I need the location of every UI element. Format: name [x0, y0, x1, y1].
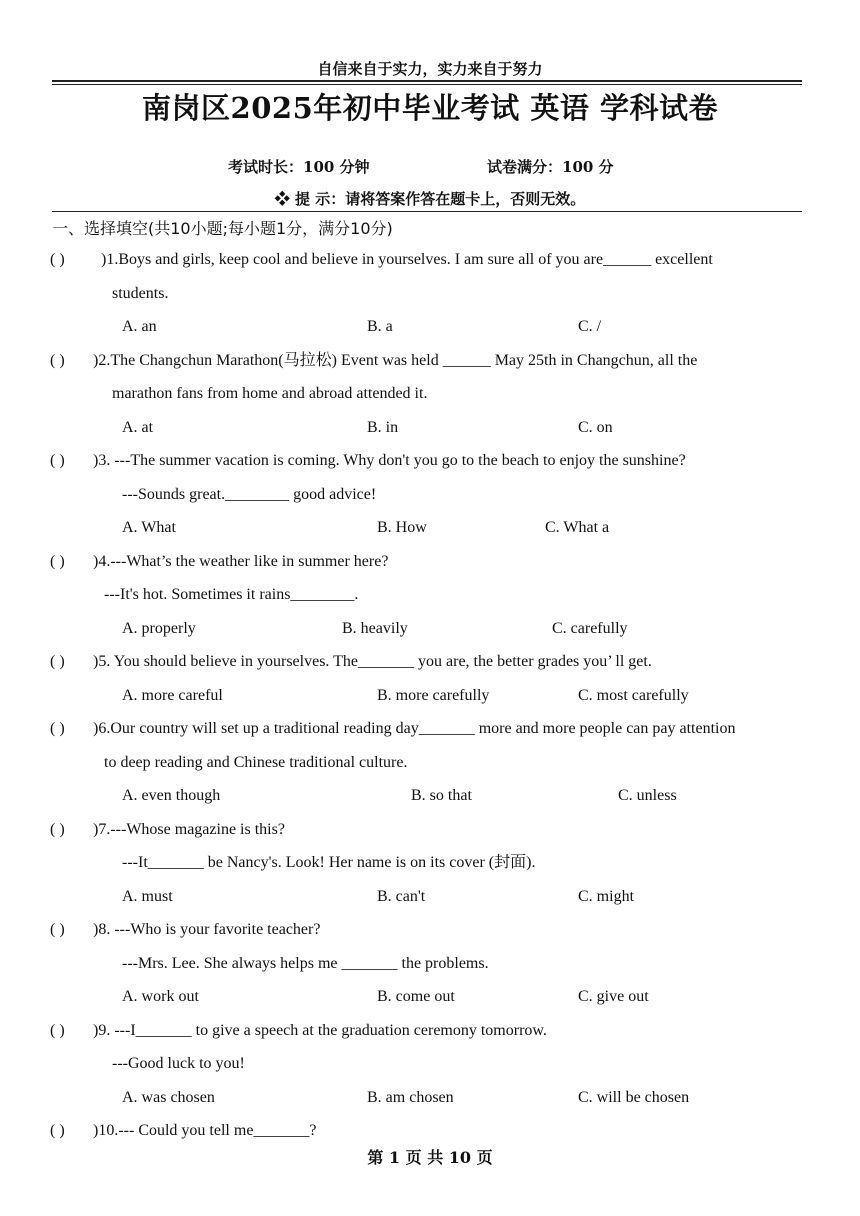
question-continuation: students.: [112, 285, 169, 302]
question-continuation: to deep reading and Chinese traditional culture.: [104, 754, 408, 771]
option-c: C. /: [578, 318, 602, 335]
question-stem: )9. ---I_______ to give a speech at the graduation ceremony tomorrow.: [93, 1022, 547, 1039]
option-a: A. What: [122, 519, 176, 536]
option-a: A. must: [122, 888, 173, 905]
question-continuation: marathon fans from home and abroad attended it.: [112, 385, 428, 402]
question-stem: )7.---Whose magazine is this?: [93, 821, 285, 838]
question-continuation: ---Mrs. Lee. She always helps me _______ the problems.: [122, 955, 489, 972]
answer-paren: ( ): [50, 452, 65, 469]
option-a: A. an: [122, 318, 157, 335]
exam-duration: 考试时长：100 分钟: [228, 158, 370, 176]
exam-full-score: 试卷满分：100 分: [487, 158, 614, 176]
question-stem: )1.Boys and girls, keep cool and believe in yourselves. I am sure all of you are______ excellent: [101, 251, 713, 268]
answer-paren: ( ): [50, 251, 65, 268]
question-stem: )10.--- Could you tell me_______?: [93, 1122, 317, 1139]
exam-title: 南岗区2025年初中毕业考试 英语 学科试卷: [142, 91, 718, 125]
option-c: C. on: [578, 419, 613, 436]
question-stem: )4.---What’s the weather like in summer here?: [93, 553, 389, 570]
answer-paren: ( ): [50, 352, 65, 369]
option-a: A. was chosen: [122, 1089, 215, 1106]
section-title: 一、选择填空(共10小题;每小题1分，满分10分): [52, 219, 393, 238]
question-stem: )6.Our country will set up a traditional reading day_______ more and more people can pay attention: [93, 720, 736, 737]
header-motto: 自信来自于实力，实力来自于努力: [317, 60, 543, 78]
option-b: B. so that: [411, 787, 472, 804]
option-a: A. more careful: [122, 687, 223, 704]
page-footer: 第 1 页 共 10 页: [367, 1148, 493, 1167]
option-a: A. at: [122, 419, 154, 436]
answer-paren: ( ): [50, 720, 65, 737]
option-a: A. even though: [122, 787, 221, 804]
option-b: B. in: [367, 419, 399, 436]
option-b: B. How: [377, 519, 427, 536]
option-c: C. carefully: [552, 620, 628, 637]
option-b: B. come out: [377, 988, 455, 1005]
answer-paren: ( ): [50, 921, 65, 938]
option-c: C. give out: [578, 988, 649, 1005]
answer-paren: ( ): [50, 1122, 65, 1139]
option-b: B. am chosen: [367, 1089, 454, 1106]
question-stem: )3. ---The summer vacation is coming. Why don't you go to the beach to enjoy the sunshine?: [93, 452, 686, 469]
option-b: B. can't: [377, 888, 426, 905]
answer-paren: ( ): [50, 653, 65, 670]
answer-paren: ( ): [50, 821, 65, 838]
header-rule-thin: [52, 84, 802, 85]
question-continuation: ---It_______ be Nancy's. Look! Her name is on its cover (封面).: [122, 854, 536, 871]
question-stem: )5. You should believe in yourselves. The_______ you are, the better grades you’ ll get.: [93, 653, 652, 670]
question-stem: )8. ---Who is your favorite teacher?: [93, 921, 321, 938]
option-b: B. a: [367, 318, 393, 335]
section-rule: [52, 211, 802, 212]
question-stem: )2.The Changchun Marathon(马拉松) Event was held ______ May 25th in Changchun, all the: [93, 352, 698, 369]
answer-paren: ( ): [50, 1022, 65, 1039]
question-continuation: ---It's hot. Sometimes it rains________.: [104, 586, 359, 603]
question-continuation: ---Good luck to you!: [112, 1055, 245, 1072]
exam-tip: ❖ 提 示：请将答案作答在题卡上，否则无效。: [274, 190, 586, 208]
question-continuation: ---Sounds great.________ good advice!: [122, 486, 377, 503]
option-c: C. might: [578, 888, 635, 905]
option-c: C. What a: [545, 519, 610, 536]
option-b: B. more carefully: [377, 687, 490, 704]
option-c: C. will be chosen: [578, 1089, 690, 1106]
answer-paren: ( ): [50, 553, 65, 570]
header-rule: [52, 80, 802, 82]
option-c: C. most carefully: [578, 687, 689, 704]
option-b: B. heavily: [342, 620, 408, 637]
option-c: C. unless: [618, 787, 677, 804]
option-a: A. properly: [122, 620, 196, 637]
option-a: A. work out: [122, 988, 199, 1005]
